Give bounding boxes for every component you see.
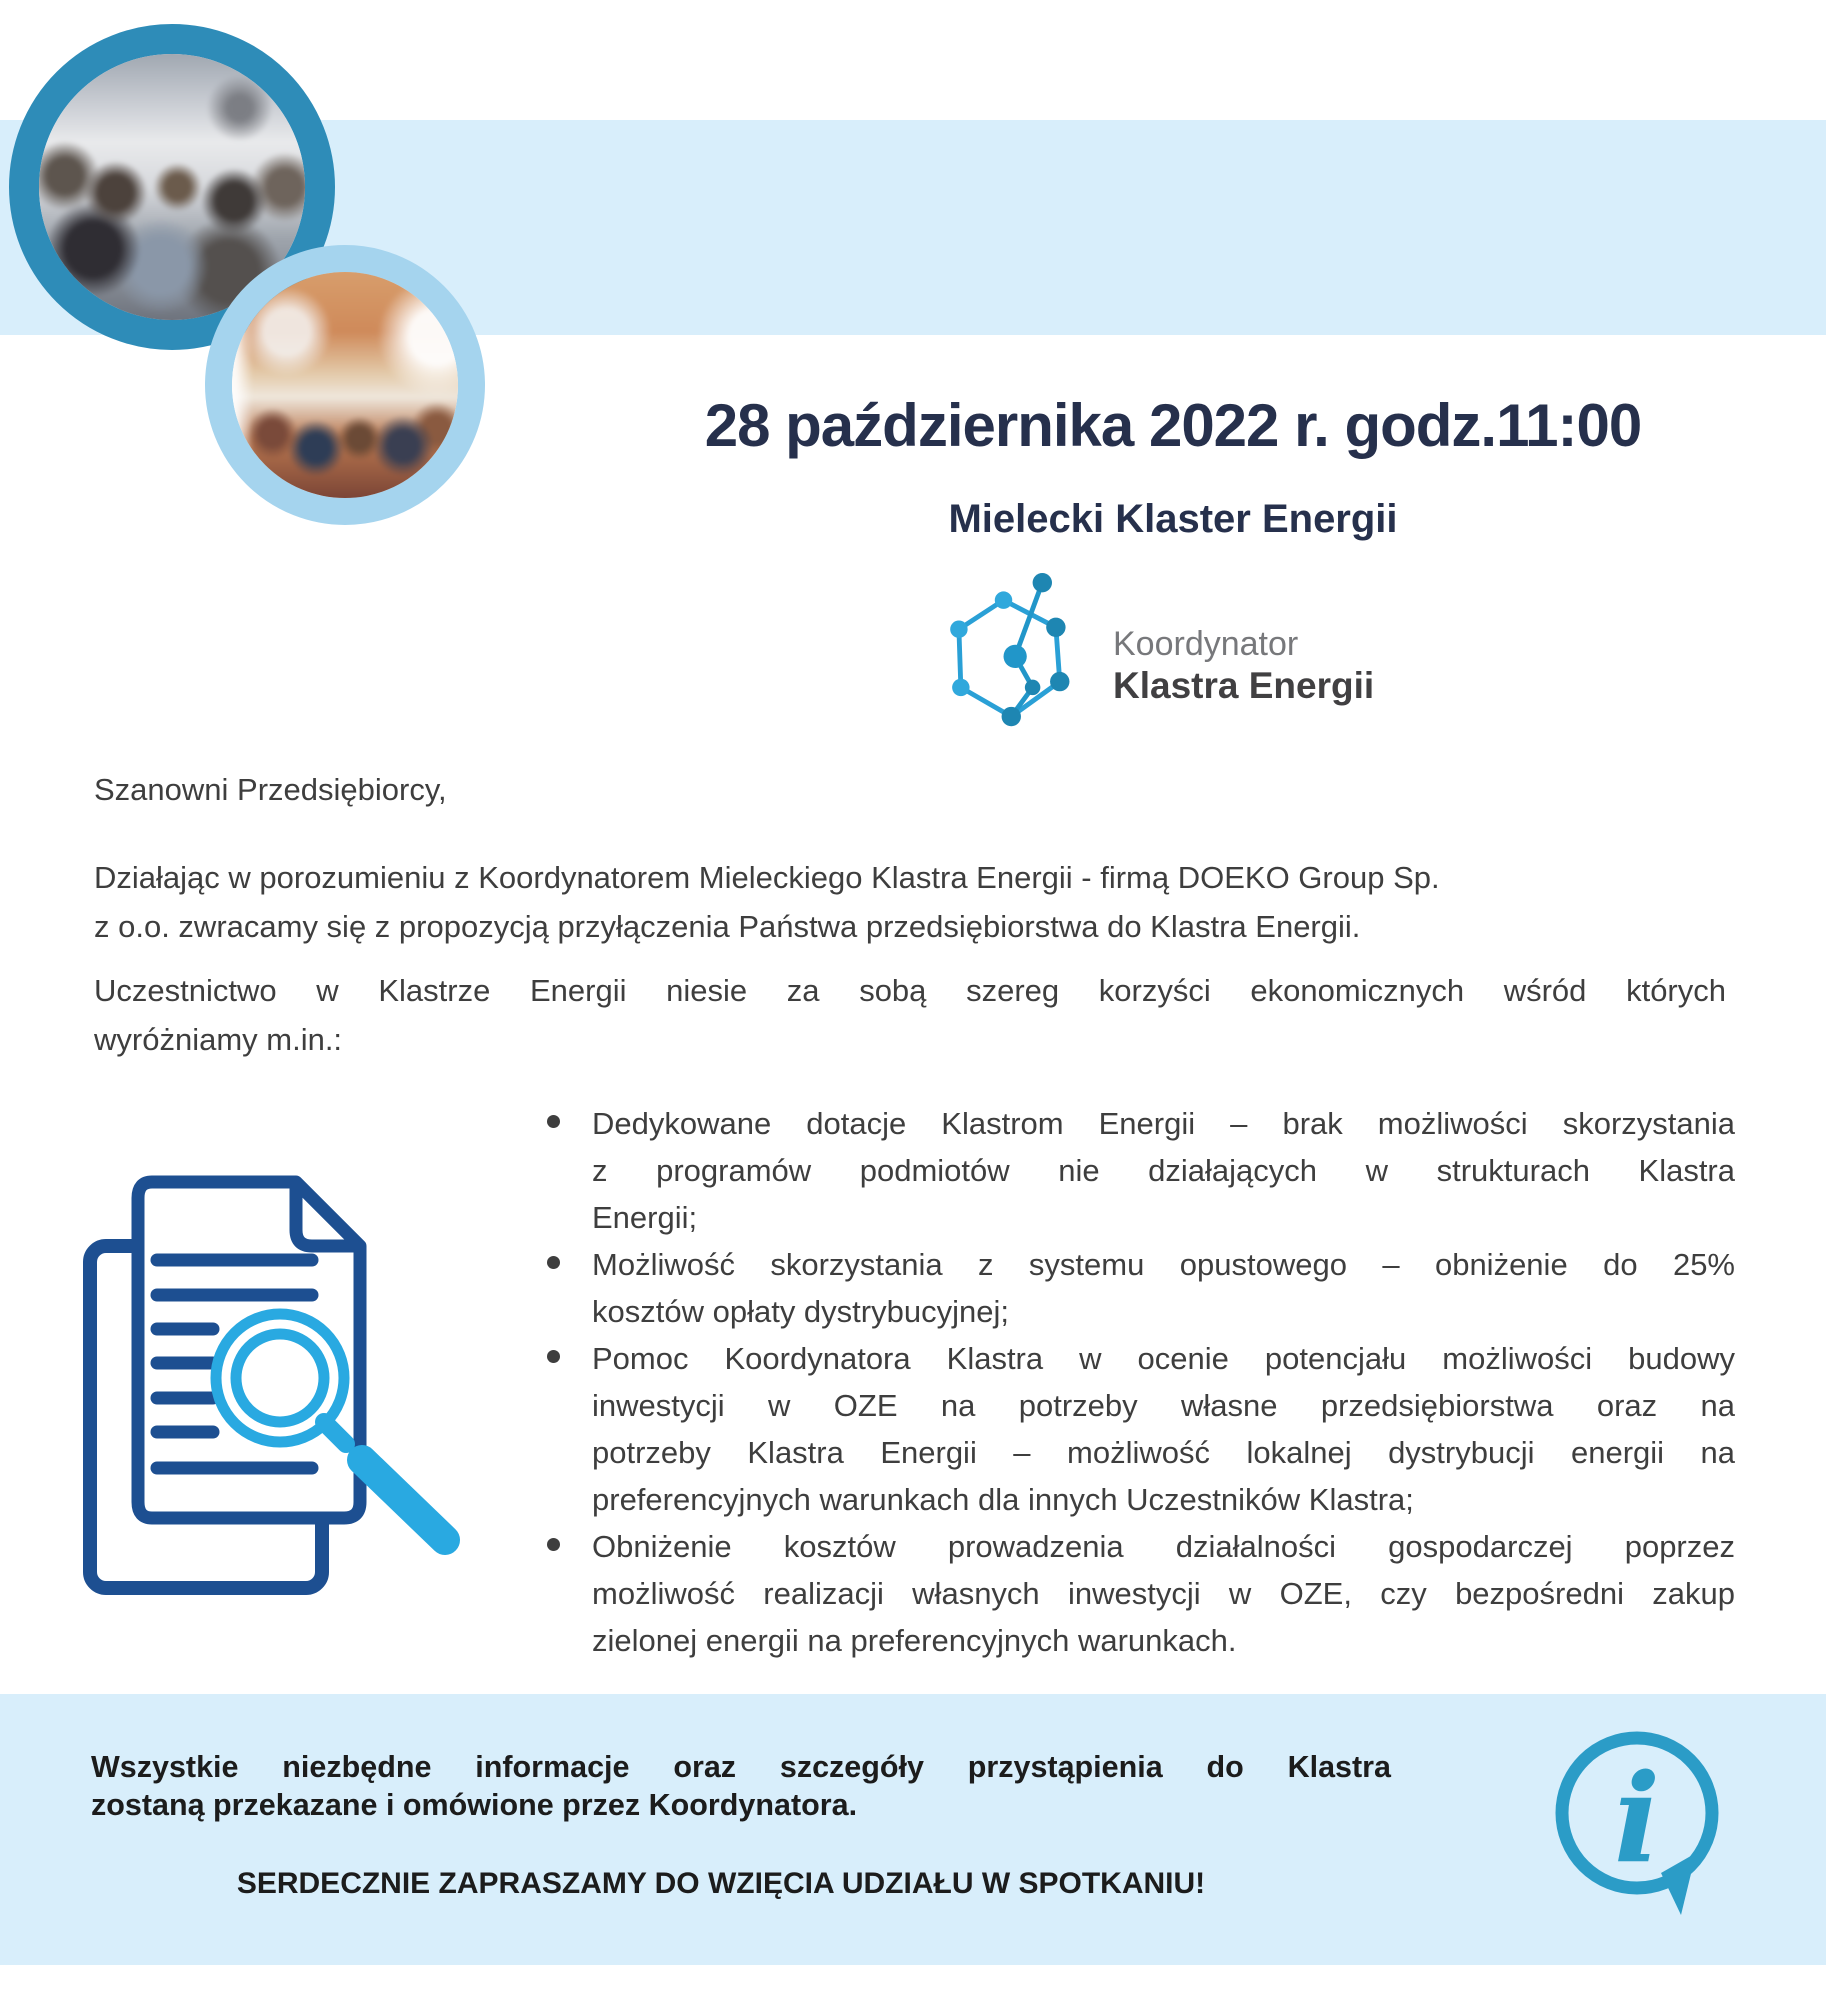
benefit-item-4 [545,1523,1735,1664]
benefit-2-line-1: Możliwość skorzystania z systemu opustowego – obniżenie do 25% [592,1247,1735,1282]
intro-paragraph-1-line-1: Działając w porozumieniu z Koordynatorem Mieleckiego Klastra Energii - firmą DOEKO Group Sp. [94,860,1440,895]
koordynator-klastra-energii-logo [945,572,1374,734]
benefit-3-line-1: Pomoc Koordynatora Klastra w ocenie potencjału możliwości budowy [592,1341,1735,1376]
svg-text:i: i [1613,1746,1661,1890]
info-speech-bubble-icon [1548,1718,1738,1918]
intro-paragraph-1-line-2: z o.o. zwracamy się z propozycją przyłączenia Państwa przedsiębiorstwa do Klastra Energii. [94,909,1361,944]
benefit-item-2 [545,1241,1735,1335]
documents-magnifier-icon [60,1110,510,1610]
benefit-1-line-2: z programów podmiotów nie działających w strukturach Klastra [592,1153,1735,1188]
logo-word-klastra-energii: Klastra Energii [1113,665,1375,706]
benefit-3-line-4: preferencyjnych warunkach dla innych Uczestników Klastra; [592,1482,1414,1517]
hexagon-network-icon [945,573,1095,733]
benefit-item-1 [545,1100,1735,1241]
benefit-4-line-3: zielonej energii na preferencyjnych warunkach. [592,1623,1237,1658]
intro-paragraph-1 [94,853,1726,951]
footer-note-line-1: Wszystkie niezbędne informacje oraz szczegóły przystąpienia do Klastra [91,1750,1391,1784]
intro-paragraph-2 [94,966,1726,1064]
bullet-dot [547,1350,560,1363]
conference-hall-photo [205,245,485,525]
benefit-item-3 [545,1335,1735,1523]
conference-hall-photo-image [224,264,466,506]
event-date-heading: 28 października 2022 r. godz.11:00 [704,392,1642,459]
intro-paragraph-2-line-2: wyróżniamy m.in.: [94,1022,343,1057]
bullet-dot [547,1538,560,1551]
salutation: Szanowni Przedsiębiorcy, [94,772,447,807]
benefit-1-line-3: Energii; [592,1200,698,1235]
footer-note [91,1748,1391,1824]
benefit-4-line-1: Obniżenie kosztów prowadzenia działalności gospodarczej poprzez [592,1529,1735,1564]
benefit-3-line-2: inwestycji w OZE na potrzeby własne przedsiębiorstwa oraz na [592,1388,1735,1423]
bullet-dot [547,1256,560,1269]
benefit-1-line-1: Dedykowane dotacje Klastrom Energii – brak możliwości skorzystania [592,1106,1735,1141]
logo-word-koordynator: Koordynator [1113,625,1299,663]
benefit-3-line-3: potrzeby Klastra Energii – możliwość lokalnej dystrybucji energii na [592,1435,1735,1470]
benefits-list [545,1100,1735,1664]
footer-note-line-2: zostaną przekazane i omówione przez Koordynatora. [91,1788,858,1822]
logo-wordmark [1113,598,1374,708]
bullet-dot [547,1115,560,1128]
benefit-2-line-2: kosztów opłaty dystrybucyjnej; [592,1294,1009,1329]
footer-cta: SERDECZNIE ZAPRASZAMY DO WZIĘCIA UDZIAŁU W SPOTKANIU! [236,1867,1206,1900]
organization-heading: Mielecki Klaster Energii [948,497,1398,541]
benefit-4-line-2: możliwość realizacji własnych inwestycji w OZE, czy bezpośredni zakup [592,1576,1735,1611]
intro-paragraph-2-line-1: Uczestnictwo w Klastrze Energii niesie za sobą szereg korzyści ekonomicznych wśród których [94,973,1726,1008]
